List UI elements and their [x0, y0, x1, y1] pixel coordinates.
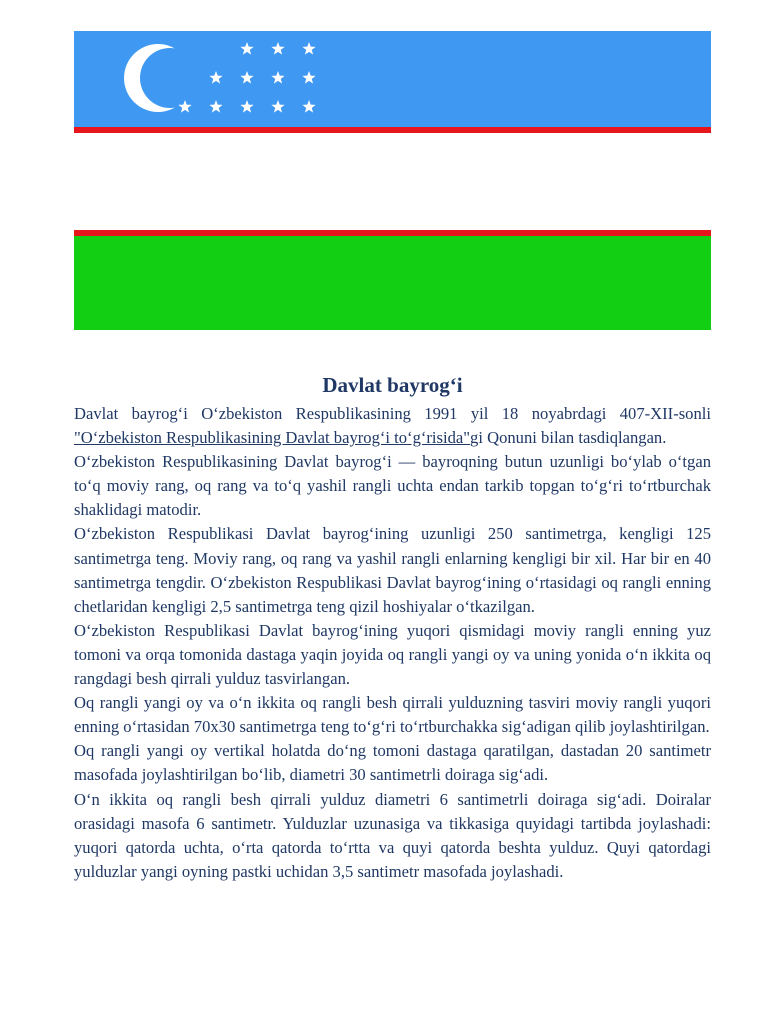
- paragraph-2: O‘zbekiston Respublikasining Davlat bayrog‘i — bayroqning butun uzunligi bo‘ylab o‘tgan to‘q moviy rang, oq rang va to‘q yashil rangli uchta endan tarkib topgan to‘g‘ri to‘rtburchak shaklidagi matodir.: [74, 452, 711, 520]
- paragraph-4: O‘zbekiston Respublikasi Davlat bayrog‘ining yuqori qismidagi moviy rangli enning yuz tomoni va orqa tomonida dastaga yaqin joyida oq rangli yangi oy va uning yonida o‘n ikkita oq rangdagi besh qirrali yulduz tasvirlangan.: [74, 620, 711, 689]
- law-link[interactable]: "O‘zbekiston Respublikasining Davlat bayrog‘i to‘g‘risida": [74, 428, 471, 448]
- paragraph-7: O‘n ikkita oq rangli besh qirrali yulduz diametri 6 santimetrli doiraga sig‘adi. Doiralar orasidagi masofa 6 santimetr. Yulduzlar uzunasiga va tikkasiga quyidagi tartibda joylashadi: yuqori qatorda uchta, o‘rta qatorda to‘rtta va quyi qatorda beshta yulduz. Quyi qatordagi yulduzlar yangi oyning pastki uchidan 3,5 santimetr masofada joylashadi.: [74, 789, 711, 881]
- paragraph-1-intro: Davlat bayrog‘i O‘zbekiston Respublikasining 1991 yil 18 noyabrdagi 407-XII-sonli: [74, 404, 711, 423]
- page-title: Davlat bayrog‘i: [322, 373, 463, 397]
- flag-green-band: [74, 236, 711, 330]
- document-body: [74, 402, 711, 884]
- paragraph-1-outro: gi Qonuni bilan tasdiqlangan.: [470, 428, 667, 448]
- uzbekistan-flag: [74, 31, 711, 330]
- paragraph-1: [74, 402, 711, 450]
- paragraph-6: Oq rangli yangi oy vertikal holatda do‘ng tomoni dastaga qaratilgan, dastadan 20 santimetr masofada joylashtirilgan bo‘lib, diametri 30 santimetrli doiraga sig‘adi.: [74, 741, 711, 785]
- paragraph-5: Oq rangli yangi oy va o‘n ikkita oq rangli besh qirrali yulduzning tasviri moviy rangli yuqori enning o‘rtasidan 70x30 santimetrga teng to‘g‘ri to‘rtburchakka sig‘adigan qilib joylashtirilgan.: [74, 693, 711, 737]
- flag-white-band: [74, 133, 711, 230]
- flag-red-stripe-top: [74, 127, 711, 133]
- paragraph-3: O‘zbekiston Respublikasi Davlat bayrog‘ining uzunligi 250 santimetrga, kengligi 125 santimetrga teng. Moviy rang, oq rang va yashil rangli enlarning kengligi bir xil. Har bir en 40 santimetrga tengdir. O‘zbekiston Respublikasi Davlat bayrog‘ining o‘rtasidagi oq rangli enning chetlaridan kengligi 2,5 santimetrga teng qizil hoshiyalar o‘tkazilgan.: [74, 524, 711, 616]
- flag-red-stripe-bottom: [74, 230, 711, 236]
